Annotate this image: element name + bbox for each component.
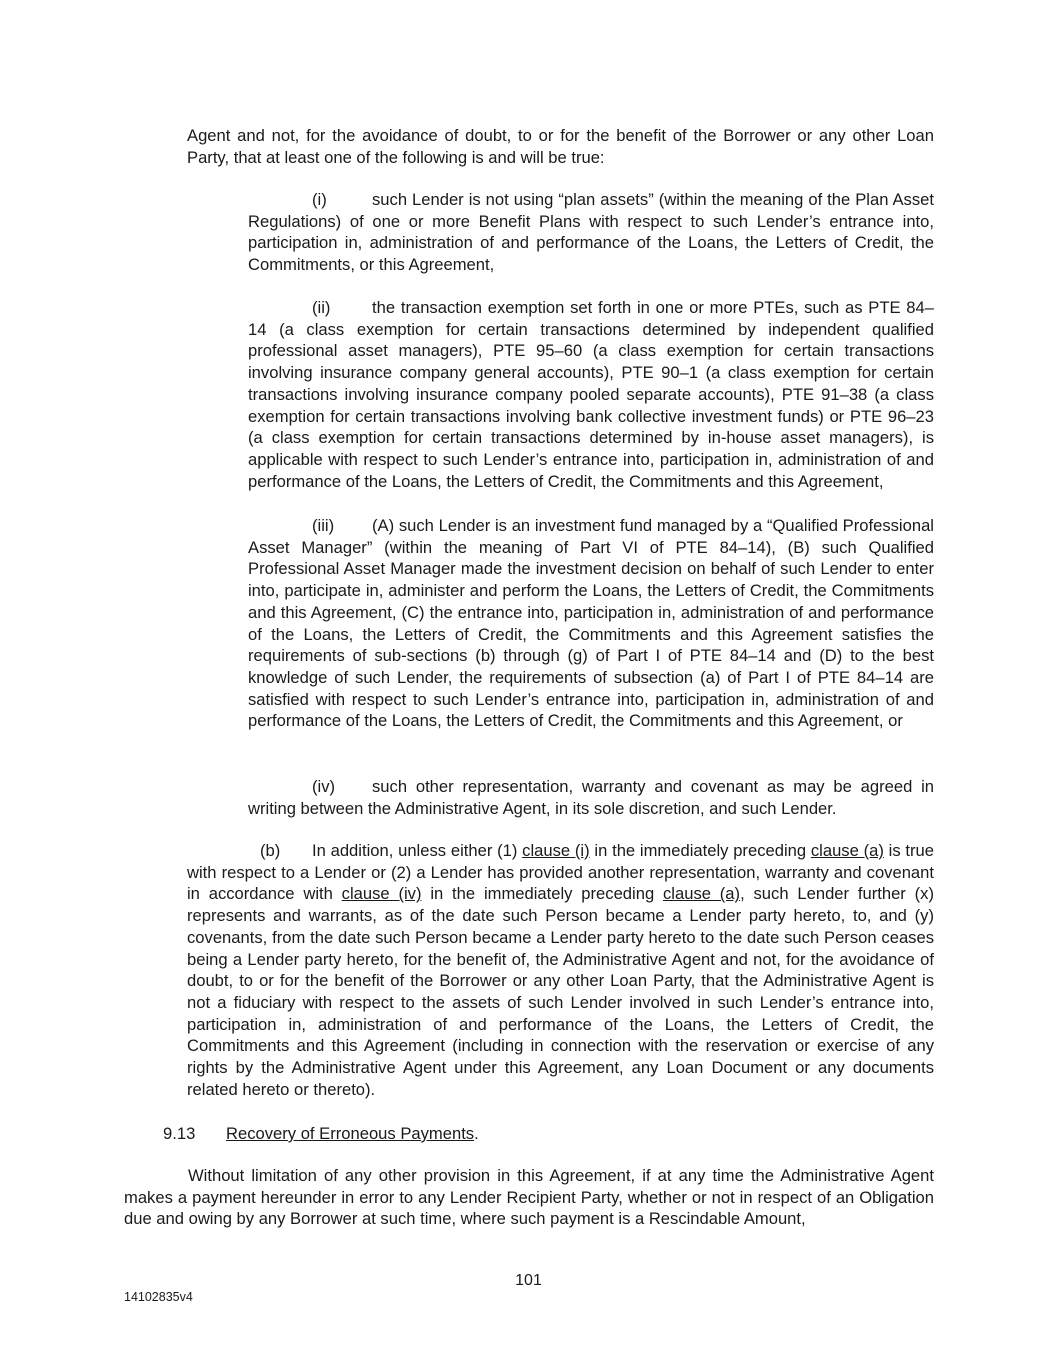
section-number: 9.13 xyxy=(163,1124,196,1143)
paragraph-b-text-3: is true with respect to a Lender or (2) a Lender has provided another representation, warranty and covenant in accordance with xyxy=(187,841,934,904)
section-title-period: . xyxy=(474,1124,479,1143)
page-number: 101 xyxy=(515,1272,542,1289)
item-iv-paragraph xyxy=(248,776,934,819)
item-ii-text: the transaction exemption set forth in one or more PTEs, such as PTE 84–14 (a class exemption for certain transactions determined by independent qualified professional asset managers), PTE 95–60 (a class exemption for certain transactions involving insurance company general accounts), PTE 90–1 (a class exemption for certain transactions involving insurance company pooled separate accounts), PTE 91–38 (a class exemption for certain transactions involving bank collective investment funds) or PTE 96–23 (a class exemption for certain transactions determined by in-house asset managers), is applicable with respect to such Lender’s entrance into, participation in, administration of and performance of the Loans, the Letters of Credit, the Commitments and this Agreement, xyxy=(248,298,934,491)
item-ii-number: (ii) xyxy=(312,298,331,317)
item-iii-text: (A) such Lender is an investment fund managed by a “Qualified Professional Asset Manager” (within the meaning of Part VI of PTE 84–14), (B) such Qualified Professional Asset Manager made the investment decision on behalf of such Lender to enter into, participate in, administer and perform the Loans, the Letters of Credit, the Commitments and this Agreement, (C) the entrance into, participation in, administration of and performance of the Loans, the Letters of Credit, the Commitments and this Agreement satisfies the requirements of sub-sections (b) through (g) of Part I of PTE 84–14 and (D) to the best knowledge of such Lender, the requirements of subsection (a) of Part I of PTE 84–14 are satisfied with respect to such Lender’s entrance into, participation in, administration of and performance of the Loans, the Letters of Credit, the Commitments and this Agreement, or xyxy=(248,516,934,731)
section-title: Recovery of Erroneous Payments xyxy=(226,1124,475,1143)
item-i-paragraph xyxy=(248,189,934,276)
clause-a-reference: clause (a) xyxy=(810,841,884,860)
item-i-text: such Lender is not using “plan assets” (within the meaning of the Plan Asset Regulations) of one or more Benefit Plans with respect to such Lender’s entrance into, participation in, administration of and performance of the Loans, the Letters of Credit, the Commitments, or this Agreement, xyxy=(248,190,934,275)
paragraph-b-text-2: in the immediately preceding xyxy=(589,841,811,860)
paragraph-b-number: (b) xyxy=(260,841,281,860)
paragraph-b-text-4: in the immediately preceding xyxy=(421,884,663,904)
clause-i-reference: clause (i) xyxy=(522,841,590,860)
item-ii-paragraph xyxy=(248,297,934,492)
intro-paragraph: Agent and not, for the avoidance of doubt, to or for the benefit of the Borrower or any other Loan Party, that at least one of the following is and will be true: xyxy=(187,126,934,167)
section-heading xyxy=(163,1123,479,1145)
paragraph-b xyxy=(187,840,934,1100)
item-iv-number: (iv) xyxy=(312,777,336,796)
paragraph-b-text-5: , such Lender further (x) represents and warrants, as of the date such Person became a Lender party hereto, to, and (y) covenants, from the date such Person became a Lender party hereto to the date such Person ceases being a Lender party hereto, for the benefit of, the Administrative Agent and not, for the avoidance of doubt, to or for the benefit of the Borrower or any other Loan Party, that the Administrative Agent is not a fiduciary with respect to the assets of such Lender involved in such Lender’s entrance into, participation in, administration of and performance of the Loans, the Letters of Credit, the Commitments and this Agreement (including in connection with the reservation or exercise of any rights by the Administrative Agent under this Agreement, any Loan Document or any documents related hereto or thereto). xyxy=(187,884,934,1099)
clause-a-reference-2: clause (a) xyxy=(663,884,741,904)
item-iv-text: such other representation, warranty and covenant as may be agreed in writing between the Administrative Agent, in its sole discretion, and such Lender. xyxy=(248,777,934,818)
paragraph-b-text-1: In addition, unless either (1) xyxy=(312,841,523,860)
document-id: 14102835v4 xyxy=(124,1290,193,1304)
item-iii-number: (iii) xyxy=(312,516,335,535)
clause-iv-reference: clause (iv) xyxy=(341,884,422,904)
item-iii-paragraph xyxy=(248,515,934,732)
section-body-paragraph: Without limitation of any other provision in this Agreement, if at any time the Administrative Agent makes a payment hereunder in error to any Lender Recipient Party, whether or not in respect of an Obligation due and owing by any Borrower at such time, where such payment is a Rescindable Amount, xyxy=(124,1166,934,1229)
item-i-number: (i) xyxy=(312,190,327,209)
